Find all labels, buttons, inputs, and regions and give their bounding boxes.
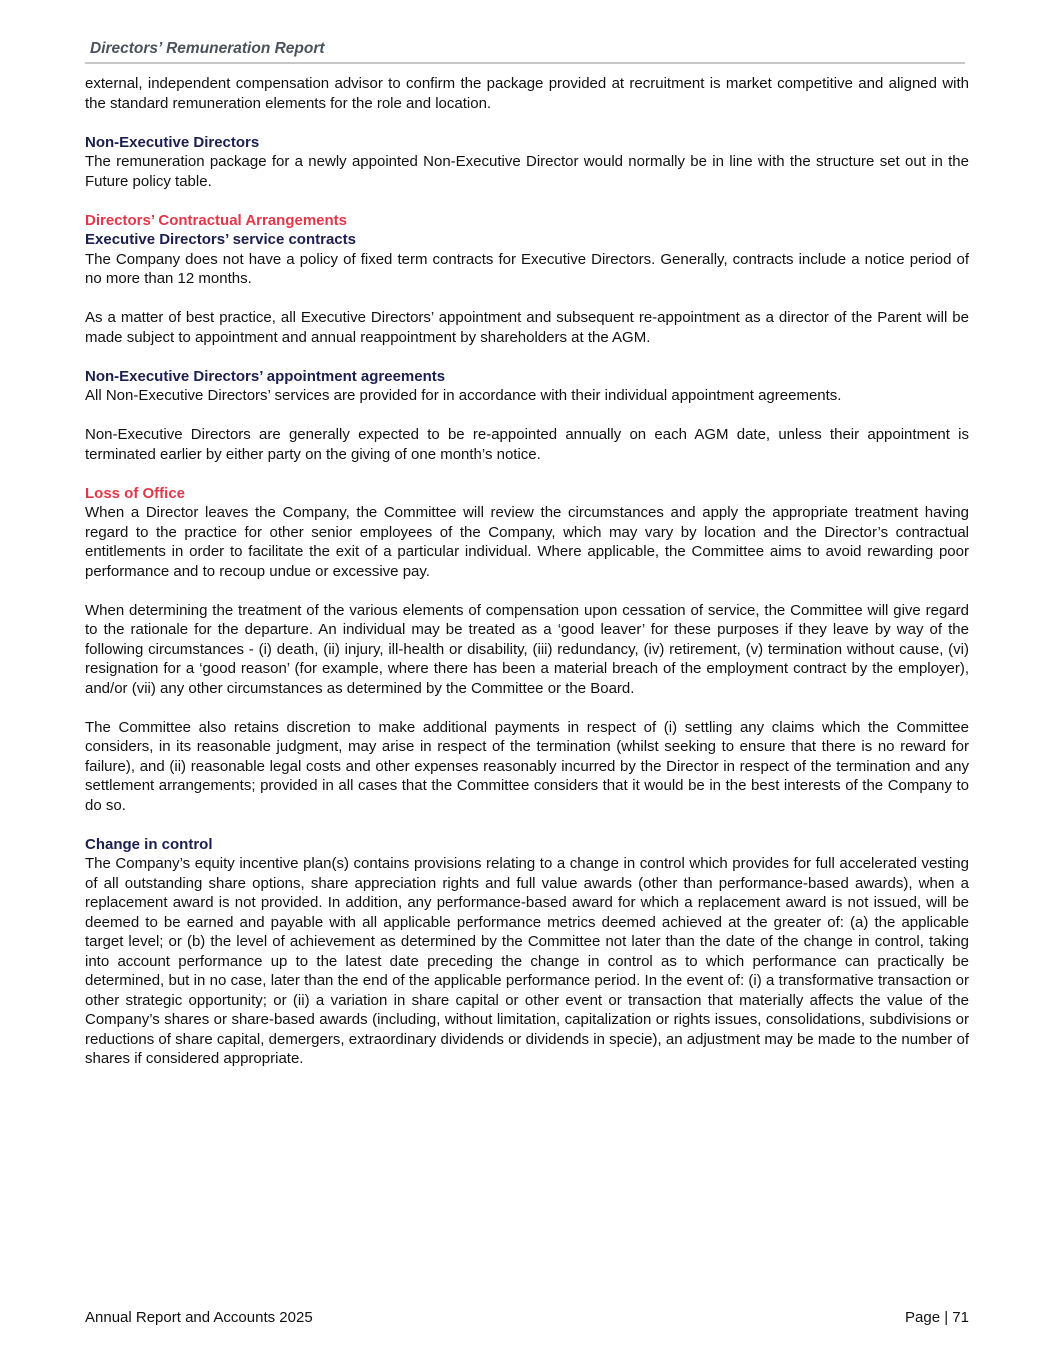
paragraph-text: When a Director leaves the Company, the Committee will review the circumstances and apply the appropriate treatment having regard to the practice for other senior employees of the Company, which may vary by location and the Director’s contractual entitlements in order to facilitate the exit of a particular individual. Where applicable, the Committee aims to avoid rewarding poor performance and to recoup undue or excessive pay. xyxy=(85,504,969,580)
paragraph: When determining the treatment of the various elements of compensation upon cessation of service, the Committee will give regard to the rationale for the departure. An individual may be treated as a ‘good leaver’ for these purposes if they leave by way of the following circumstances - (i) death, (ii) injury, ill-health or disability, (iii) redundancy, (iv) retirement, (v) termination without cause, (vi) resignation for a ‘good reason’ (for example, where there has been a material breach of the employment contract by the employer), and/or (vii) any other circumstances as determined by the Committee or the Board. xyxy=(85,601,969,697)
paragraph: The Committee also retains discretion to make additional payments in respect of (i) settling any claims which the Committee considers, in its reasonable judgment, may arise in respect of the termination (whilst seeking to ensure that there is no reward for failure), and (ii) reasonable legal costs and other expenses reasonably incurred by the Director in respect of the termination and any settlement arrangements; provided in all cases that the Committee considers that it would be in the best interests of the Company to do so. xyxy=(85,718,969,814)
paragraph: As a matter of best practice, all Executive Directors’ appointment and subsequent re-appointment as a director of the Parent will be made subject to appointment and annual reappointment by shareholders at the AGM. xyxy=(85,309,969,346)
subsection-heading: Executive Directors’ service contracts xyxy=(85,231,356,248)
header-divider xyxy=(85,62,965,64)
paragraph-text: The Company does not have a policy of fixed term contracts for Executive Directors. Generally, contracts include a notice period of no more than 12 months. xyxy=(85,250,969,287)
ned-section xyxy=(85,133,969,192)
subsection-heading: Non-Executive Directors’ appointment agreements xyxy=(85,367,446,385)
page-body xyxy=(85,74,969,1088)
running-header: Directors’ Remuneration Report xyxy=(90,40,325,57)
nedapp-section xyxy=(85,367,969,406)
paragraph-text: The remuneration package for a newly appointed Non-Executive Director would normally be in line with the structure set out in the Future policy table. xyxy=(85,153,969,190)
subsection-heading: Change in control xyxy=(85,835,213,853)
loss-section xyxy=(85,484,969,582)
coc-section xyxy=(85,835,969,1069)
paragraph: Non-Executive Directors are generally expected to be re-appointed annually on each AGM date, unless their appointment is terminated earlier by either party on the giving of one month’s notice. xyxy=(85,426,969,463)
paragraph-text: The Company’s equity incentive plan(s) contains provisions relating to a change in control which provides for full accelerated vesting of all outstanding share options, share appreciation rights and full value awards (other than performance-based awards), when a replacement award is not provided. In addition, any performance-based award for which a replacement award is not issued, will be deemed to be earned and payable with all applicable performance metrics deemed achieved at the greater of: (a) the applicable target level; or (b) the level of achievement as determined by the Committee not later than the date of the change in control, taking into account performance up to the latest date preceding the change in control as to which performance can practically be determined, but in no case, later than the end of the applicable performance period. In the event of: (i) a transformative transaction or other strategic opportunity; or (ii) a variation in share capital or other event or transaction that materially affects the value of the Company’s shares or share-based awards (including, without limitation, capitalization or rights issues, consolidations, subdivisions or reductions of share capital, demergers, extraordinary dividends or dividends in specie), an adjustment may be made to the number of shares if considered appropriate. xyxy=(85,855,969,1067)
paragraph-text: All Non-Executive Directors’ services are provided for in accordance with their individual appointment agreements. xyxy=(85,387,842,404)
section-heading: Non-Executive Directors xyxy=(85,133,260,151)
footer-page-number: Page | 71 xyxy=(905,1309,969,1326)
footer-report-title: Annual Report and Accounts 2025 xyxy=(85,1309,313,1326)
paragraph: external, independent compensation advisor to confirm the package provided at recruitment is market competitive and aligned with the standard remuneration elements for the role and location. xyxy=(85,75,969,112)
contract-section xyxy=(85,211,969,289)
section-heading: Loss of Office xyxy=(85,484,186,502)
section-heading: Directors’ Contractual Arrangements xyxy=(85,211,348,229)
